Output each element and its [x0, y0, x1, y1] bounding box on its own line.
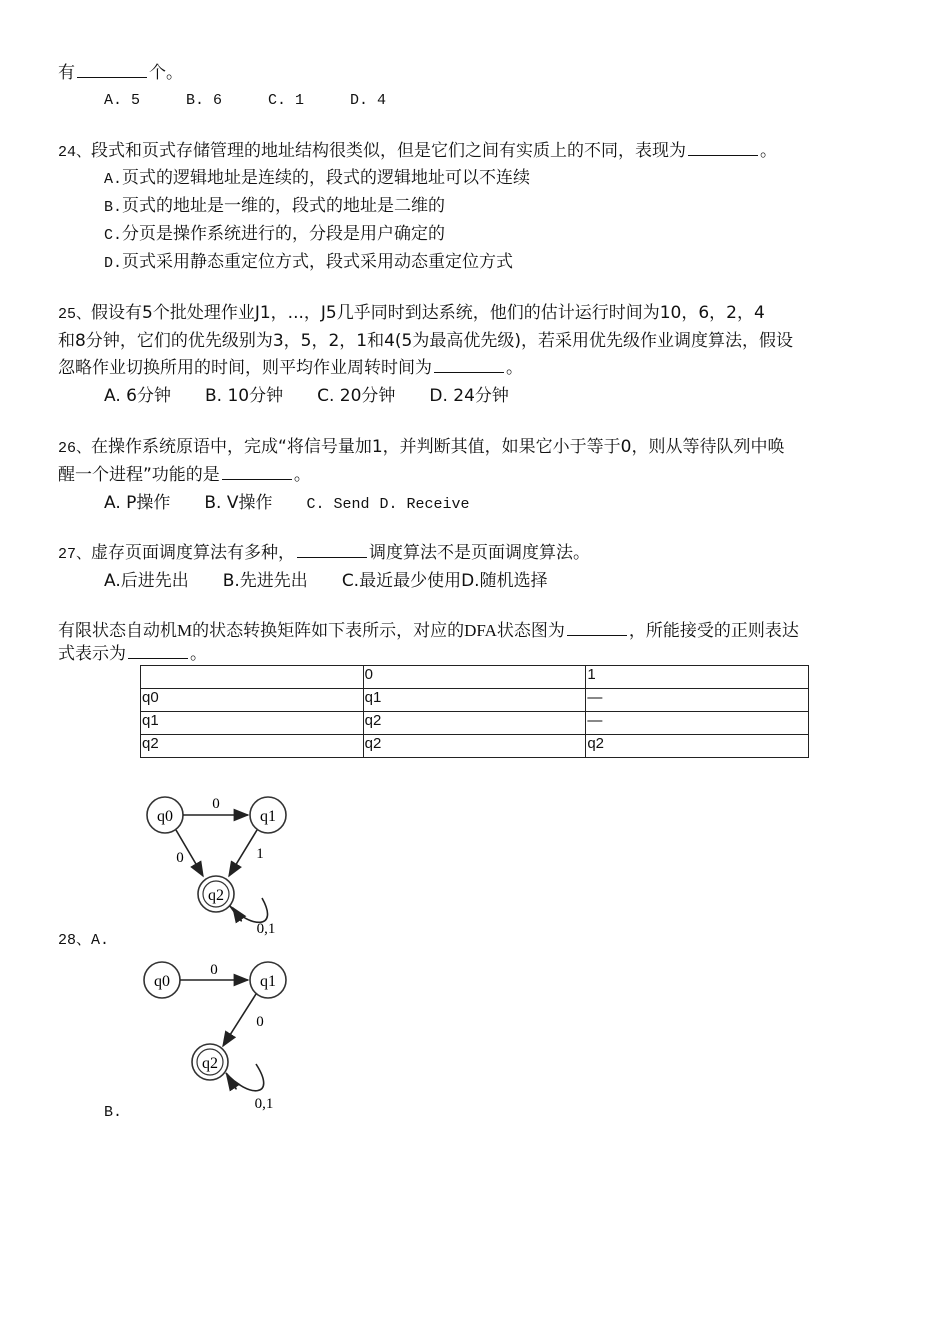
table-cell: q2 — [363, 735, 586, 758]
state-q2-accepting — [198, 876, 234, 912]
q28-blank-2 — [128, 644, 188, 659]
q25-option-c: C. 20分钟 — [317, 386, 396, 406]
q25-line2: 和8分钟，它们的优先级别为3，5，2，1和4(5为最高优先级)，若采用优先级作业调度算法，假设 — [58, 331, 793, 351]
q27-number: 27、 — [58, 546, 92, 563]
table-cell: 0 — [363, 666, 586, 689]
table-cell: — — [586, 712, 809, 735]
q28-option-a-label: 28、A. — [58, 932, 110, 949]
transition-matrix — [140, 665, 809, 758]
q23-option-b: B. 6 — [186, 92, 223, 109]
edge-label-q1-q2: 1 — [256, 846, 264, 862]
q28-option-b-label: B. — [104, 1104, 123, 1121]
q24-number: 24、 — [58, 144, 92, 161]
q25-blank — [434, 358, 504, 373]
q23-tail-end: 个。 — [149, 63, 183, 83]
q24-option-a: A.页式的逻辑地址是连续的，段式的逻辑地址可以不连续 — [104, 168, 531, 188]
q25-options — [104, 385, 509, 407]
table-row — [141, 735, 809, 758]
q24-stem-end: 。 — [760, 141, 778, 161]
state-q1 — [250, 797, 286, 833]
dfa-diagram-b — [138, 958, 298, 1118]
state-q2-accepting — [192, 1044, 228, 1080]
edge-label-q1-q2: 0 — [256, 1014, 264, 1030]
dfa-diagram-a — [140, 790, 300, 940]
table-cell: q1 — [363, 689, 586, 712]
state-q0 — [147, 797, 183, 833]
table-row — [141, 712, 809, 735]
self-loop-label: 0,1 — [254, 1096, 274, 1112]
q27-options — [104, 570, 548, 592]
edge-q1-q2 — [229, 830, 257, 876]
table-cell: q2 — [363, 712, 586, 735]
q27-option-b: B.先进先出 — [222, 571, 308, 591]
q26-option-d: D. Receive — [379, 496, 470, 513]
q28-intro-line1: 有限状态自动机M的状态转换矩阵如下表所示，对应的DFA状态图为 ，所能接受的正则表达 — [58, 621, 799, 640]
q24-option-b: B.页式的地址是一维的，段式的地址是二维的 — [104, 196, 446, 216]
q28-intro-line2: 式表示为 。 — [58, 644, 207, 663]
table-row — [141, 689, 809, 712]
q24-stem-text: 段式和页式存储管理的地址结构很类似，但是它们之间有实质上的不同，表现为 — [91, 141, 687, 161]
q23-option-c: C. 1 — [268, 92, 305, 109]
state-q0 — [144, 962, 180, 998]
table-cell — [141, 666, 364, 689]
self-loop-q2 — [230, 898, 268, 922]
self-loop-label: 0,1 — [256, 921, 276, 937]
q26-options — [104, 492, 470, 516]
q23-option-d: D. 4 — [350, 92, 387, 109]
edge-label-q0-q1: 0 — [210, 962, 218, 978]
table-cell: q0 — [141, 689, 364, 712]
edge-q1-q2 — [223, 994, 256, 1046]
q28-blank-1 — [567, 621, 627, 636]
q25-number: 25、 — [58, 306, 92, 323]
q26-option-b: B. V操作 — [204, 493, 273, 513]
q23-blank — [77, 63, 147, 78]
svg-text:q0: q0 — [157, 808, 173, 825]
q27-option-a: A.后进先出 — [104, 571, 189, 591]
q25-line3: 忽略作业切换所用的时间，则平均作业周转时间为 。 — [58, 358, 523, 378]
svg-text:q2: q2 — [202, 1055, 218, 1072]
svg-text:q1: q1 — [260, 808, 276, 825]
q23-options — [104, 90, 386, 112]
self-loop-q2 — [226, 1064, 264, 1091]
table-cell: q2 — [586, 735, 809, 758]
table-cell: — — [586, 689, 809, 712]
svg-text:q1: q1 — [260, 973, 276, 990]
q27-blank — [297, 543, 367, 558]
q24-stem — [58, 140, 777, 164]
q23-option-a: A. 5 — [104, 92, 141, 109]
table-header-row — [141, 666, 809, 689]
q26-line2: 醒一个进程”功能的是 。 — [58, 465, 311, 485]
q25-option-a: A. 6分钟 — [104, 386, 171, 406]
q24-option-c: C.分页是操作系统进行的，分段是用户确定的 — [104, 224, 446, 244]
state-q1 — [250, 962, 286, 998]
svg-text:q0: q0 — [154, 973, 170, 990]
q23-tail — [58, 62, 183, 84]
edge-label-q0-q2: 0 — [176, 850, 184, 866]
q25-line1: 25、假设有5个批处理作业J1，...，J5几乎同时到达系统，他们的估计运行时间为10，6，2，4 — [58, 303, 765, 323]
q27-option-c: C.最近最少使用 — [341, 571, 462, 591]
q26-line1: 26、在操作系统原语中，完成“将信号量加1，并判断其值，如果它小于等于0，则从等待队列中唤 — [58, 437, 785, 457]
svg-text:q2: q2 — [208, 887, 224, 904]
q26-blank — [222, 465, 292, 480]
table-cell: 1 — [586, 666, 809, 689]
q25-option-d: D. 24分钟 — [429, 386, 509, 406]
q26-number: 26、 — [58, 440, 92, 457]
q26-option-a: A. P操作 — [104, 493, 171, 513]
edge-label-q0-q1: 0 — [212, 796, 220, 812]
q26-option-c: C. Send — [306, 496, 370, 513]
table-cell: q1 — [141, 712, 364, 735]
q27-option-d: D.随机选择 — [461, 571, 548, 591]
table-cell: q2 — [141, 735, 364, 758]
q24-blank — [688, 141, 758, 156]
q25-option-b: B. 10分钟 — [204, 386, 284, 406]
q27-stem: 27、虚存页面调度算法有多种， 调度算法不是页面调度算法。 — [58, 543, 591, 563]
q23-tail-text: 有 — [58, 63, 75, 83]
q24-option-d: D.页式采用静态重定位方式，段式采用动态重定位方式 — [104, 252, 514, 272]
